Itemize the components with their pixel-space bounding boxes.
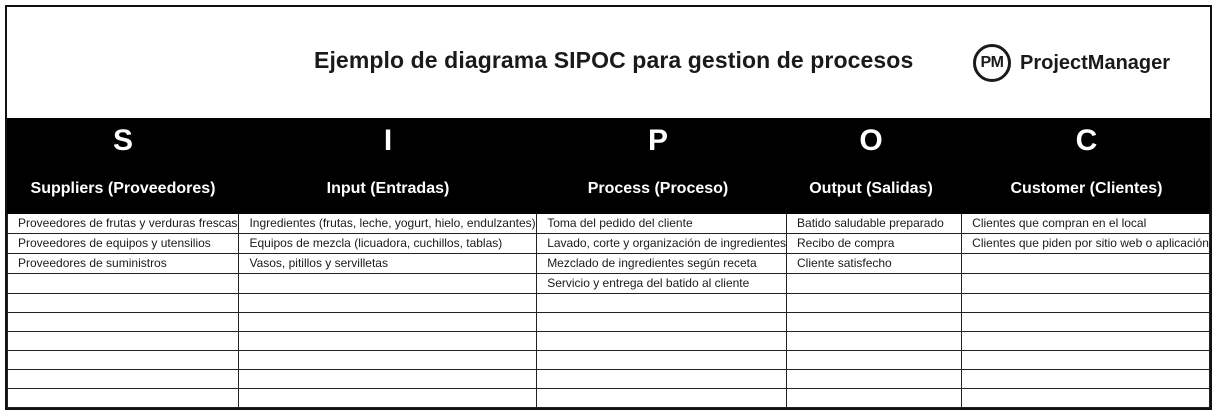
cell-suppliers[interactable] [8, 294, 239, 313]
cell-suppliers[interactable] [8, 351, 239, 370]
cell-input[interactable] [239, 294, 537, 313]
column-title-customer: Customer (Clientes) [1010, 180, 1163, 197]
cell-input[interactable]: Ingredientes (frutas, leche, yogurt, hielo, endulzantes) [239, 213, 537, 234]
cell-output[interactable] [787, 313, 962, 332]
cell-process[interactable] [537, 313, 787, 332]
column-letter-s: S [112, 124, 133, 157]
cell-customer[interactable] [962, 351, 1210, 370]
title-band [7, 7, 1210, 118]
column-header-process [537, 118, 779, 214]
column-header-output [779, 118, 963, 214]
cell-input[interactable]: Vasos, pitillos y servilletas [239, 254, 537, 274]
column-letter-c: C [1075, 124, 1098, 157]
logo-wordmark: ProjectManager [1020, 51, 1171, 74]
table-row [8, 332, 1210, 351]
cell-output[interactable] [787, 370, 962, 389]
column-letter-o: O [859, 124, 883, 157]
page-title: Ejemplo de diagrama SIPOC para gestion de procesos [314, 47, 914, 73]
cell-output[interactable] [787, 274, 962, 294]
cell-output[interactable] [787, 351, 962, 370]
table-row [8, 313, 1210, 332]
cell-process[interactable]: Toma del pedido del cliente [537, 213, 787, 234]
column-title-input: Input (Entradas) [326, 180, 450, 197]
cell-input[interactable] [239, 313, 537, 332]
cell-output[interactable] [787, 294, 962, 313]
cell-process[interactable] [537, 370, 787, 389]
table-row [8, 234, 1210, 254]
cell-process[interactable]: Servicio y entrega del batido al cliente [537, 274, 787, 294]
cell-process[interactable] [537, 389, 787, 408]
table-row [8, 254, 1210, 274]
cell-customer[interactable]: Clientes que compran en el local [962, 213, 1210, 234]
sipoc-header-band [7, 118, 1210, 214]
cell-suppliers[interactable] [8, 370, 239, 389]
cell-input[interactable] [239, 389, 537, 408]
cell-process[interactable]: Lavado, corte y organización de ingredientes [537, 234, 787, 254]
table-row [8, 389, 1210, 408]
cell-suppliers[interactable] [8, 389, 239, 408]
cell-customer[interactable] [962, 332, 1210, 351]
cell-input[interactable] [239, 274, 537, 294]
cell-customer[interactable] [962, 313, 1210, 332]
cell-suppliers[interactable] [8, 274, 239, 294]
cell-suppliers[interactable] [8, 313, 239, 332]
cell-input[interactable] [239, 351, 537, 370]
pm-logo-icon: PM [973, 44, 1011, 82]
table-row [8, 351, 1210, 370]
cell-output[interactable]: Batido saludable preparado [787, 213, 962, 234]
cell-suppliers[interactable]: Proveedores de equipos y utensilios [8, 234, 239, 254]
cell-output[interactable]: Recibo de compra [787, 234, 962, 254]
column-header-customer [963, 118, 1210, 214]
sipoc-table [7, 212, 1210, 408]
column-header-input [239, 118, 537, 214]
cell-output[interactable] [787, 332, 962, 351]
cell-input[interactable]: Equipos de mezcla (licuadora, cuchillos, tablas) [239, 234, 537, 254]
cell-output[interactable] [787, 389, 962, 408]
sipoc-sheet [5, 5, 1212, 410]
cell-suppliers[interactable]: Proveedores de suministros [8, 254, 239, 274]
cell-process[interactable] [537, 294, 787, 313]
column-title-output: Output (Salidas) [809, 180, 933, 197]
column-title-suppliers: Suppliers (Proveedores) [30, 180, 216, 197]
column-letter-p: P [647, 124, 668, 157]
cell-suppliers[interactable]: Proveedores de frutas y verduras frescas [8, 213, 239, 234]
table-row [8, 274, 1210, 294]
cell-customer[interactable] [962, 370, 1210, 389]
cell-customer[interactable] [962, 294, 1210, 313]
cell-process[interactable] [537, 351, 787, 370]
cell-input[interactable] [239, 370, 537, 389]
column-header-suppliers [7, 118, 239, 214]
table-row [8, 213, 1210, 234]
cell-input[interactable] [239, 332, 537, 351]
cell-suppliers[interactable] [8, 332, 239, 351]
cell-customer[interactable] [962, 389, 1210, 408]
cell-output[interactable]: Cliente satisfecho [787, 254, 962, 274]
column-title-process: Process (Proceso) [587, 180, 729, 197]
cell-customer[interactable]: Clientes que piden por sitio web o aplicación [962, 234, 1210, 254]
cell-customer[interactable] [962, 274, 1210, 294]
table-row [8, 294, 1210, 313]
column-letter-i: I [383, 124, 393, 157]
projectmanager-logo [973, 44, 1170, 82]
cell-process[interactable] [537, 332, 787, 351]
table-row [8, 370, 1210, 389]
cell-customer[interactable] [962, 254, 1210, 274]
cell-process[interactable]: Mezclado de ingredientes según receta [537, 254, 787, 274]
